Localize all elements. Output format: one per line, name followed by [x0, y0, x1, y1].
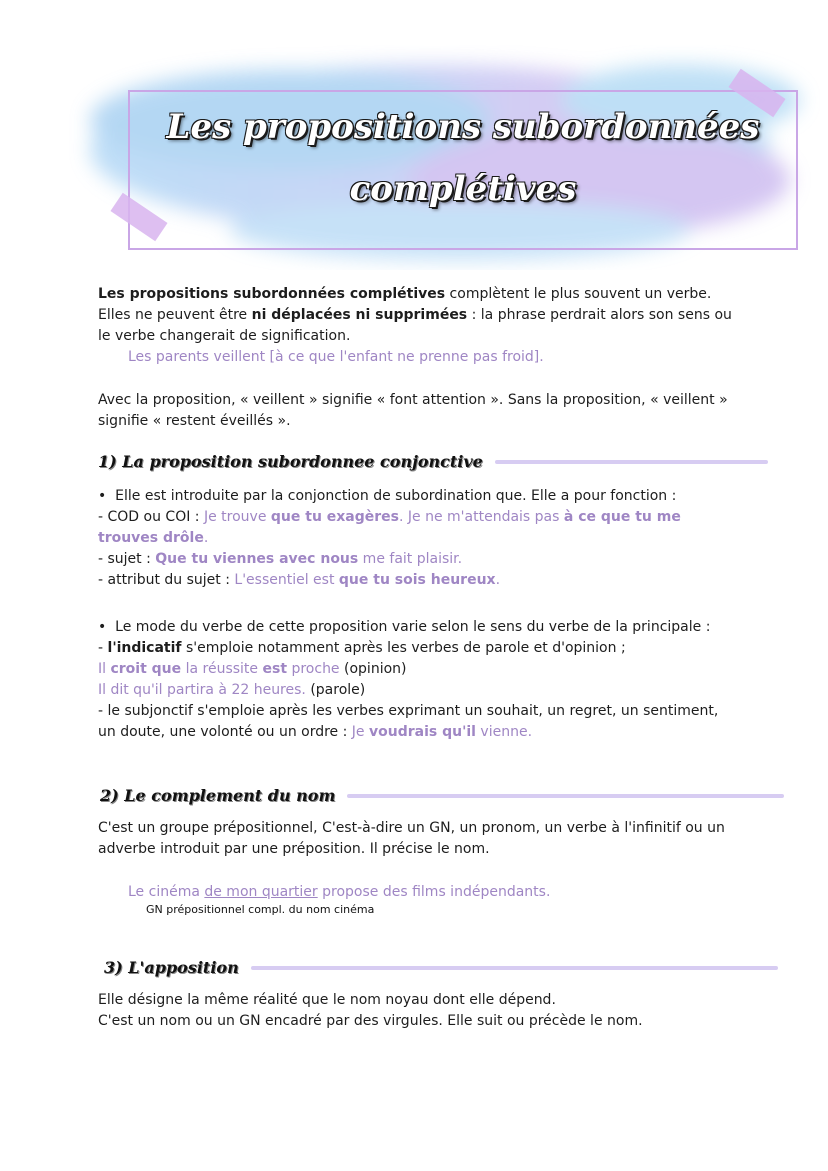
section-1-body: [98, 486, 738, 591]
section-1-rule: [495, 460, 768, 464]
section-2-body: [98, 818, 738, 860]
example-parole: Il dit qu'il partira à 22 heures. (parole): [98, 682, 366, 698]
cdn-highlight: de mon quartier: [204, 884, 318, 900]
cdn-note: GN prépositionnel compl. du nom cinéma: [146, 903, 375, 916]
section-2-title: 2) Le complement du nom: [100, 786, 336, 805]
page-title: [128, 96, 798, 220]
section-2-heading: [100, 786, 784, 805]
section-1-heading: [98, 452, 768, 471]
apposition-line-2: C'est un nom ou un GN encadré par des virgules. Elle suit ou précède le nom.: [98, 1013, 643, 1029]
function-sujet: - sujet : Que tu viennes avec nous me fait plaisir.: [98, 551, 463, 567]
bullet-function: • Elle est introduite par la conjonction de subordination que. Elle a pour fonction :: [98, 488, 677, 504]
section-2-rule: [347, 794, 784, 798]
mode-subjonctif: - le subjonctif s'emploie après les verbes exprimant un souhait, un regret, un sentiment, un doute, une volonté ou un ordre : Je voudrais qu'il vienne.: [98, 703, 719, 740]
mode-indicatif: - l'indicatif s'emploie notamment après les verbes de parole et d'opinion ;: [98, 640, 626, 656]
title-line-1: Les propositions subordonnées: [166, 107, 760, 147]
section-3-rule: [251, 966, 778, 970]
apposition-line-1: Elle désigne la même réalité que le nom noyau dont elle dépend.: [98, 992, 556, 1008]
section-1-mode: [98, 617, 738, 743]
section-3-heading: [104, 958, 778, 977]
intro-explanation: Avec la proposition, « veillent » signifie « font attention ». Sans la proposition, « veillent » signifie « restent éveillés ».: [98, 392, 728, 429]
intro-example: Les parents veillent [à ce que l'enfant ne prenne pas froid].: [128, 349, 544, 365]
intro-line-2: Elles ne peuvent être ni déplacées ni supprimées : la phrase perdrait alors son sens ou le verbe changerait de signification.: [98, 307, 732, 344]
cdn-example: Le cinéma de mon quartier propose des films indépendants.: [128, 884, 551, 900]
function-attribut: - attribut du sujet : L'essentiel est que tu sois heureux.: [98, 572, 501, 588]
title-line-2: complétives: [349, 169, 577, 209]
bullet-mode: • Le mode du verbe de cette proposition varie selon le sens du verbe de la principale :: [98, 619, 711, 635]
section-2-example: [128, 882, 768, 917]
section-2-text: C'est un groupe prépositionnel, C'est-à-dire un GN, un pronom, un verbe à l'infinitif ou un adverbe introduit par une préposition. Il précise le nom.: [98, 820, 725, 857]
function-cod: - COD ou COI : Je trouve que tu exagères. Je ne m'attendais pas à ce que tu me trouves drôle.: [98, 509, 681, 546]
intro-line-1: Les propositions subordonnées complétives complètent le plus souvent un verbe.: [98, 286, 712, 302]
intro-block: [98, 284, 738, 368]
section-3-body: [98, 990, 738, 1032]
section-1-title: 1) La proposition subordonnee conjonctive: [98, 452, 483, 471]
title-banner: [40, 30, 820, 270]
intro-term: Les propositions subordonnées complétives: [98, 286, 446, 302]
section-3-title: 3) L'apposition: [104, 958, 239, 977]
example-opinion: Il croit que la réussite est proche (opinion): [98, 661, 407, 677]
